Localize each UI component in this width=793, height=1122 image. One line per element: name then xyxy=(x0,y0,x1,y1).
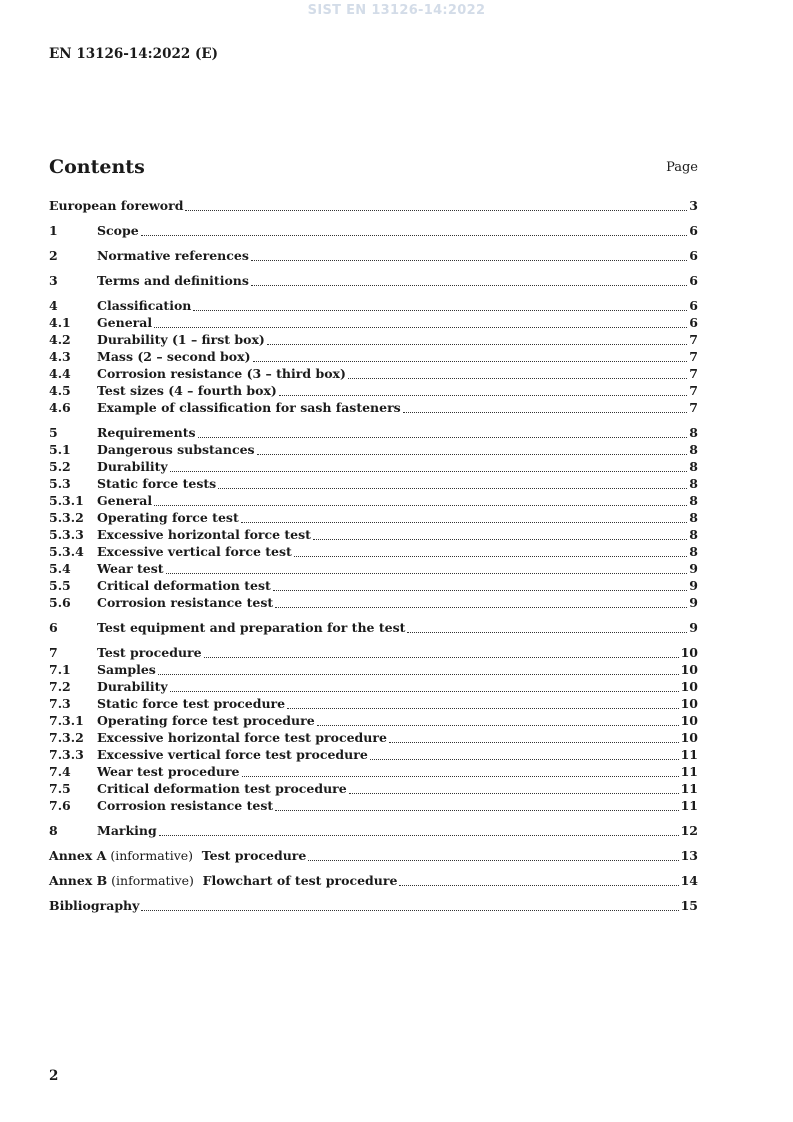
toc-entry-number: 4.1 xyxy=(49,315,71,330)
toc-entry[interactable] xyxy=(49,442,698,459)
toc-group xyxy=(49,273,698,290)
toc-entry[interactable] xyxy=(49,459,698,476)
toc-entry[interactable] xyxy=(49,662,698,679)
toc-entry-title: Static force tests xyxy=(97,476,217,491)
dot-leader xyxy=(403,411,688,413)
dot-leader xyxy=(170,470,688,472)
toc-entry[interactable] xyxy=(49,544,698,561)
toc-entry-page: 10 xyxy=(680,645,698,660)
toc-entry-number: 6 xyxy=(49,620,58,635)
dot-leader xyxy=(141,909,678,911)
toc-entry-title: Scope xyxy=(97,223,139,238)
toc-entry-page: 9 xyxy=(689,620,698,635)
toc-entry[interactable] xyxy=(49,679,698,696)
toc-entry-number: 7.3.3 xyxy=(49,747,84,762)
toc-entry-page: 9 xyxy=(689,561,698,576)
dot-leader xyxy=(273,589,688,591)
dot-leader xyxy=(308,859,678,861)
toc-entry-number: 2 xyxy=(49,248,58,263)
watermark: SIST EN 13126-14:2022 xyxy=(307,3,486,18)
toc-entry-number: 5.2 xyxy=(49,459,71,474)
toc-entry[interactable] xyxy=(49,696,698,713)
toc-entry-title: Corrosion resistance test xyxy=(97,595,274,610)
dot-leader xyxy=(407,631,687,633)
toc-entry-page: 10 xyxy=(680,713,698,728)
toc-group xyxy=(49,198,698,215)
toc-group xyxy=(49,645,698,815)
toc-group xyxy=(49,425,698,612)
dot-leader xyxy=(242,775,679,777)
toc-entry-number: 5.6 xyxy=(49,595,71,610)
toc-entry-page: 7 xyxy=(689,332,698,347)
dot-leader xyxy=(399,884,678,886)
toc-entry[interactable] xyxy=(49,198,698,215)
toc-entry[interactable] xyxy=(49,349,698,366)
dot-leader xyxy=(389,741,679,743)
toc-entry-number: 4.6 xyxy=(49,400,71,415)
toc-entry-title: Test procedure xyxy=(97,645,202,660)
toc-entry-page: 11 xyxy=(680,781,698,796)
dot-leader xyxy=(275,809,678,811)
toc-entry-page: 3 xyxy=(689,198,698,213)
toc-entry-page: 7 xyxy=(689,349,698,364)
dot-leader xyxy=(141,234,688,236)
toc-entry[interactable] xyxy=(49,366,698,383)
toc-entry-page: 6 xyxy=(689,315,698,330)
toc-entry-title: Durability xyxy=(97,459,168,474)
dot-leader xyxy=(251,259,687,261)
toc-entry-number: 5.4 xyxy=(49,561,71,576)
toc-group xyxy=(49,848,698,865)
document-id: EN 13126-14:2022 (E) xyxy=(49,46,219,62)
toc-entry-number: 7.4 xyxy=(49,764,71,779)
toc-entry-title: Excessive vertical force test xyxy=(97,544,292,559)
toc-entry[interactable] xyxy=(49,747,698,764)
toc-entry-title: Excessive horizontal force test xyxy=(97,527,311,542)
toc-entry-title: General xyxy=(97,315,153,330)
toc-entry-title: Wear test xyxy=(97,561,164,576)
toc-entry-page: 9 xyxy=(689,578,698,593)
toc-entry[interactable] xyxy=(49,713,698,730)
page-column-label: Page xyxy=(666,160,698,175)
toc-entry-page: 8 xyxy=(689,493,698,508)
toc-entry-title: Test sizes (4 – fourth box) xyxy=(97,383,277,398)
dot-leader xyxy=(251,284,687,286)
toc-entry-title: Test equipment and preparation for the test xyxy=(97,620,406,635)
toc-entry-number: 7.3 xyxy=(49,696,71,711)
toc-entry[interactable] xyxy=(49,383,698,400)
toc-entry-title: Critical deformation test procedure xyxy=(97,781,347,796)
contents-title: Contents xyxy=(49,156,145,178)
toc-entry-page: 11 xyxy=(680,764,698,779)
toc-entry-number: 1 xyxy=(49,223,58,238)
toc-entry-number: 4 xyxy=(49,298,58,313)
dot-leader xyxy=(349,792,679,794)
toc-entry-title: Classification xyxy=(97,298,192,313)
dot-leader xyxy=(198,436,688,438)
annex-label: Annex A xyxy=(49,848,107,863)
toc-entry[interactable] xyxy=(49,273,698,290)
dot-leader xyxy=(154,504,687,506)
toc-entry-title: Requirements xyxy=(97,425,196,440)
dot-leader xyxy=(279,394,687,396)
dot-leader xyxy=(241,521,688,523)
annex-title: Flowchart of test procedure xyxy=(202,873,398,888)
toc-entry-title: Dangerous substances xyxy=(97,442,255,457)
toc-entry-page: 6 xyxy=(689,248,698,263)
toc-entry-number: 4.4 xyxy=(49,366,71,381)
toc-entry-title: Durability (1 – first box) xyxy=(97,332,265,347)
dot-leader xyxy=(154,326,687,328)
toc-entry[interactable] xyxy=(49,620,698,637)
toc-entry-title: Marking xyxy=(97,823,157,838)
dot-leader xyxy=(317,724,679,726)
toc-entry-number: 7.5 xyxy=(49,781,71,796)
dot-leader xyxy=(348,377,687,379)
toc-entry-page: 6 xyxy=(689,223,698,238)
toc-entry-page: 8 xyxy=(689,425,698,440)
annex-qualifier: (informative) xyxy=(106,848,194,863)
toc-entry[interactable] xyxy=(49,823,698,840)
toc-group xyxy=(49,248,698,265)
dot-leader xyxy=(253,360,688,362)
toc-entry[interactable] xyxy=(49,578,698,595)
toc-entry-number: 7 xyxy=(49,645,58,660)
toc-entry-page: 7 xyxy=(689,383,698,398)
toc-entry-title: Static force test procedure xyxy=(97,696,286,711)
toc-entry-number: 3 xyxy=(49,273,58,288)
toc-entry-number: 8 xyxy=(49,823,58,838)
toc-entry-title xyxy=(49,848,306,863)
dot-leader xyxy=(313,538,687,540)
toc-entry-title: General xyxy=(97,493,153,508)
toc-entry-page: 8 xyxy=(689,442,698,457)
toc-entry[interactable] xyxy=(49,493,698,510)
toc-entry-number: 5.3.4 xyxy=(49,544,84,559)
toc-entry[interactable] xyxy=(49,898,698,915)
toc-entry[interactable] xyxy=(49,561,698,578)
toc-entry[interactable] xyxy=(49,873,698,890)
dot-leader xyxy=(275,606,687,608)
dot-leader xyxy=(267,343,687,345)
toc-entry[interactable] xyxy=(49,315,698,332)
toc-entry-number: 7.2 xyxy=(49,679,71,694)
toc-entry-page: 8 xyxy=(689,527,698,542)
dot-leader xyxy=(370,758,679,760)
toc-entry-title: Normative references xyxy=(97,248,249,263)
toc-entry[interactable] xyxy=(49,645,698,662)
toc-entry-title: Example of classification for sash fasteners xyxy=(97,400,401,415)
toc-group xyxy=(49,298,698,417)
toc-entry-title xyxy=(49,873,397,888)
toc-entry-number: 4.5 xyxy=(49,383,71,398)
toc-entry-number: 5.3.3 xyxy=(49,527,84,542)
toc-entry-title: Excessive vertical force test procedure xyxy=(97,747,368,762)
dot-leader xyxy=(257,453,688,455)
toc-group xyxy=(49,873,698,890)
toc-entry[interactable] xyxy=(49,425,698,442)
dot-leader xyxy=(185,209,687,211)
toc-entry[interactable] xyxy=(49,527,698,544)
dot-leader xyxy=(218,487,687,489)
toc-entry-title: Operating force test procedure xyxy=(97,713,315,728)
toc-entry-title: Corrosion resistance (3 – third box) xyxy=(97,366,346,381)
toc-group xyxy=(49,823,698,840)
toc-entry-page: 15 xyxy=(680,898,698,913)
toc-entry-number: 4.2 xyxy=(49,332,71,347)
toc-entry-page: 10 xyxy=(680,679,698,694)
toc-entry-page: 8 xyxy=(689,476,698,491)
annex-qualifier: (informative) xyxy=(107,873,194,888)
toc-entry[interactable] xyxy=(49,510,698,527)
toc-entry[interactable] xyxy=(49,223,698,240)
toc-entry-number: 5.1 xyxy=(49,442,71,457)
toc-entry-title: Terms and definitions xyxy=(97,273,249,288)
toc-entry-number: 5.5 xyxy=(49,578,71,593)
dot-leader xyxy=(193,309,687,311)
toc-entry-title: Mass (2 – second box) xyxy=(97,349,251,364)
toc-entry-page: 7 xyxy=(689,366,698,381)
toc-entry-page: 8 xyxy=(689,510,698,525)
toc-entry-page: 11 xyxy=(680,798,698,813)
toc-entry-title: Wear test procedure xyxy=(97,764,240,779)
toc-entry-number: 7.3.2 xyxy=(49,730,84,745)
footer-page-number: 2 xyxy=(49,1068,59,1084)
dot-leader xyxy=(204,656,679,658)
toc-entry-page: 7 xyxy=(689,400,698,415)
dot-leader xyxy=(158,673,679,675)
toc-entry-page: 11 xyxy=(680,747,698,762)
toc-entry-page: 9 xyxy=(689,595,698,610)
toc-entry[interactable] xyxy=(49,764,698,781)
toc-entry[interactable] xyxy=(49,298,698,315)
toc-entry[interactable] xyxy=(49,595,698,612)
dot-leader xyxy=(166,572,688,574)
toc-entry[interactable] xyxy=(49,781,698,798)
toc-entry[interactable] xyxy=(49,730,698,747)
toc-entry-number: 5 xyxy=(49,425,58,440)
toc-entry-page: 8 xyxy=(689,544,698,559)
toc-entry[interactable] xyxy=(49,798,698,815)
toc-group xyxy=(49,620,698,637)
toc-entry-number: 7.1 xyxy=(49,662,71,677)
toc-entry-number: 5.3 xyxy=(49,476,71,491)
toc-entry-page: 12 xyxy=(680,823,698,838)
toc-entry-title: Critical deformation test xyxy=(97,578,271,593)
toc-entry-page: 8 xyxy=(689,459,698,474)
toc-entry-page: 13 xyxy=(680,848,698,863)
toc-entry[interactable] xyxy=(49,332,698,349)
dot-leader xyxy=(294,555,687,557)
toc-entry-title: Excessive horizontal force test procedure xyxy=(97,730,387,745)
dot-leader xyxy=(170,690,679,692)
toc-entry-page: 10 xyxy=(680,730,698,745)
toc-entry-title: Durability xyxy=(97,679,168,694)
toc-entry-page: 10 xyxy=(680,662,698,677)
dot-leader xyxy=(287,707,679,709)
dot-leader xyxy=(159,834,679,836)
toc-entry-number: 5.3.1 xyxy=(49,493,84,508)
annex-title: Test procedure xyxy=(201,848,307,863)
toc-entry-title: Samples xyxy=(97,662,156,677)
toc-entry[interactable] xyxy=(49,476,698,493)
table-of-contents xyxy=(49,198,698,923)
toc-entry[interactable] xyxy=(49,248,698,265)
toc-entry-number: 5.3.2 xyxy=(49,510,84,525)
toc-entry-page: 14 xyxy=(680,873,698,888)
toc-entry-page: 10 xyxy=(680,696,698,711)
toc-entry-number: 7.3.1 xyxy=(49,713,84,728)
toc-entry-page: 6 xyxy=(689,298,698,313)
toc-entry-number: 7.6 xyxy=(49,798,71,813)
toc-entry[interactable] xyxy=(49,400,698,417)
toc-entry-page: 6 xyxy=(689,273,698,288)
toc-entry-title: Operating force test xyxy=(97,510,239,525)
toc-entry-title: Corrosion resistance test xyxy=(97,798,274,813)
toc-entry-number: 4.3 xyxy=(49,349,71,364)
annex-label: Annex B xyxy=(49,873,108,888)
toc-entry[interactable] xyxy=(49,848,698,865)
toc-group xyxy=(49,898,698,915)
toc-group xyxy=(49,223,698,240)
toc-entry-title: European foreword xyxy=(49,198,184,213)
toc-entry-title: Bibliography xyxy=(49,898,140,913)
